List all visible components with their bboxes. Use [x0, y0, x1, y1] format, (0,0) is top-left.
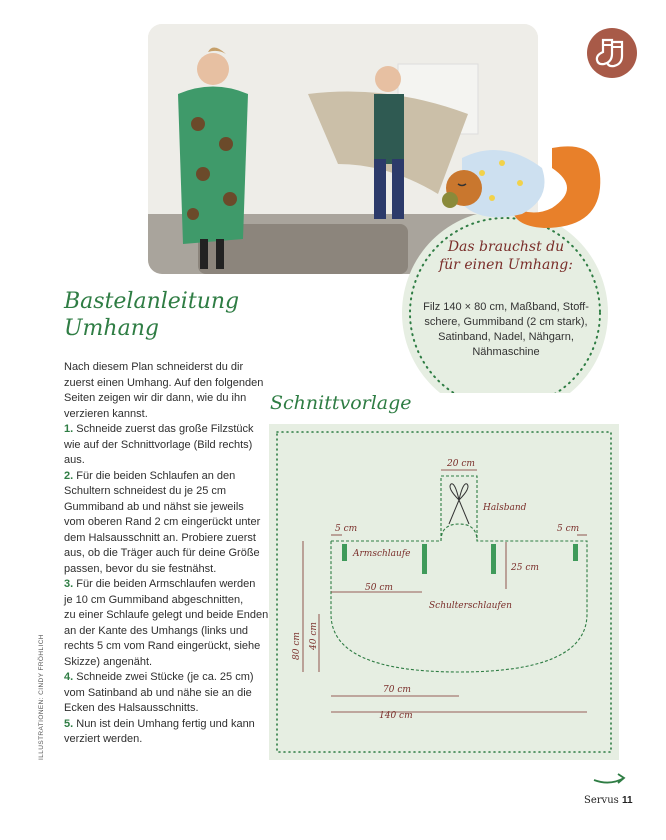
intro-line: Nach diesem Plan schneiderst du dir: [64, 361, 244, 373]
step-4: [64, 670, 276, 686]
step-3: [64, 577, 276, 593]
instructions: [64, 360, 276, 748]
step-text: Gummiband ab und nähst sie jeweils: [64, 500, 244, 513]
label-shoulder-loops: Schulterschlaufen: [429, 601, 512, 611]
dim-height-outer: 80 cm: [292, 632, 302, 660]
intro-line: Seiten zeigen wir dir dann, wie du ihn: [64, 392, 247, 404]
step-number: 4.: [64, 671, 74, 683]
step-number: 2.: [64, 469, 74, 482]
materials-line: schere, Gummiband (2 cm stark),: [424, 316, 588, 328]
step-text: Für die beiden Schlaufen an den: [76, 469, 236, 482]
step-text: dem Halsausschnitt an. Probiere zuerst: [64, 531, 256, 544]
step-text: Ecken des Halsausschnitts.: [64, 702, 199, 714]
arm-loop-left: [342, 544, 347, 561]
intro-line: zuerst einen Umhang. Auf den folgenden: [64, 376, 264, 389]
step-text: zu einer Schlaufe gelegt und beide Enden: [64, 609, 269, 621]
title-line2: Umhang: [64, 316, 159, 341]
materials-heading-line1: Das brauchst du: [447, 239, 565, 255]
step-text: Schneide zuerst das große Filzstück: [76, 423, 254, 435]
step-text: vom oberen Rand 2 cm eingerückt unter: [64, 516, 261, 528]
pattern-diagram: [269, 424, 619, 760]
arrow-right-icon[interactable]: [592, 770, 628, 788]
materials-list: [418, 300, 594, 360]
step-text: verziert werden.: [64, 733, 143, 745]
label-arm-loop: Armschlaufe: [353, 549, 411, 559]
dim-half-width: 70 cm: [383, 685, 411, 695]
materials-line: Nähmaschine: [472, 346, 540, 358]
pattern-heading: Schnittvorlage: [270, 392, 412, 414]
materials-heading: [420, 238, 592, 274]
step-5: [64, 717, 276, 733]
step-text: Nun ist dein Umhang fertig und kann: [76, 717, 255, 730]
shoulder-loop-right: [491, 544, 496, 574]
step-number: 3.: [64, 578, 74, 590]
category-badge: [587, 28, 637, 78]
dim-height-inner: 40 cm: [309, 622, 319, 650]
dim-loop-height: 25 cm: [511, 563, 539, 573]
step-text: Schneide zwei Stücke (je ca. 25 cm): [76, 671, 254, 683]
step-2: [64, 469, 276, 485]
dim-neck-width: 20 cm: [447, 459, 475, 469]
label-ribbon: Halsband: [483, 503, 527, 513]
sleeping-squirrel-icon: [432, 128, 608, 236]
shoulder-loop-left: [422, 544, 427, 574]
step-text: Für die beiden Armschlaufen werden: [76, 578, 256, 590]
dim-margin-left: 5 cm: [335, 524, 358, 534]
arm-loop-right: [573, 544, 578, 561]
step-text: je 10 cm Gummiband abgeschnitten,: [64, 593, 244, 606]
step-text: vom Satinband ab und nähe sie an die: [64, 686, 252, 699]
page-title: [64, 288, 284, 342]
intro-line: verzieren kannst.: [64, 407, 148, 420]
page-footer: [584, 795, 633, 806]
dim-offset: 50 cm: [365, 583, 393, 593]
step-text: rechts 5 cm vom Rand eingerückt, siehe: [64, 640, 261, 652]
socks-icon: [587, 28, 637, 78]
step-text: wie auf der Schnittvorlage (Bild rechts): [64, 438, 253, 451]
materials-line: Satinband, Nadel, Nähgarn,: [438, 331, 574, 343]
step-text: an der Kante des Umhangs (links und: [64, 624, 249, 637]
step-text: aus.: [64, 454, 85, 466]
step-number: 1.: [64, 423, 74, 435]
materials-line: Filz 140 × 80 cm, Maßband, Stoff-: [423, 301, 589, 313]
title-line1: Bastelanleitung: [64, 289, 240, 314]
step-text: Skizze) angenäht.: [64, 655, 153, 668]
step-text: passen, bevor du sie festnähst.: [64, 562, 217, 575]
step-1: [64, 422, 276, 438]
step-text: Schultern schneidest du je 25 cm: [64, 485, 227, 497]
pattern-background: [269, 424, 619, 760]
page-number: 11: [621, 795, 633, 806]
step-text: aus, ob die Träger auch für deine Größe: [64, 547, 260, 559]
materials-heading-line2: für einen Umhang:: [438, 257, 573, 273]
illustration-credit: ILLUSTRATIONEN: CINDY FRÖHLICH: [38, 634, 45, 760]
dim-margin-right: 5 cm: [557, 524, 580, 534]
step-number: 5.: [64, 717, 74, 730]
dim-full-width: 140 cm: [379, 711, 413, 721]
magazine-name: Servus: [584, 795, 619, 806]
